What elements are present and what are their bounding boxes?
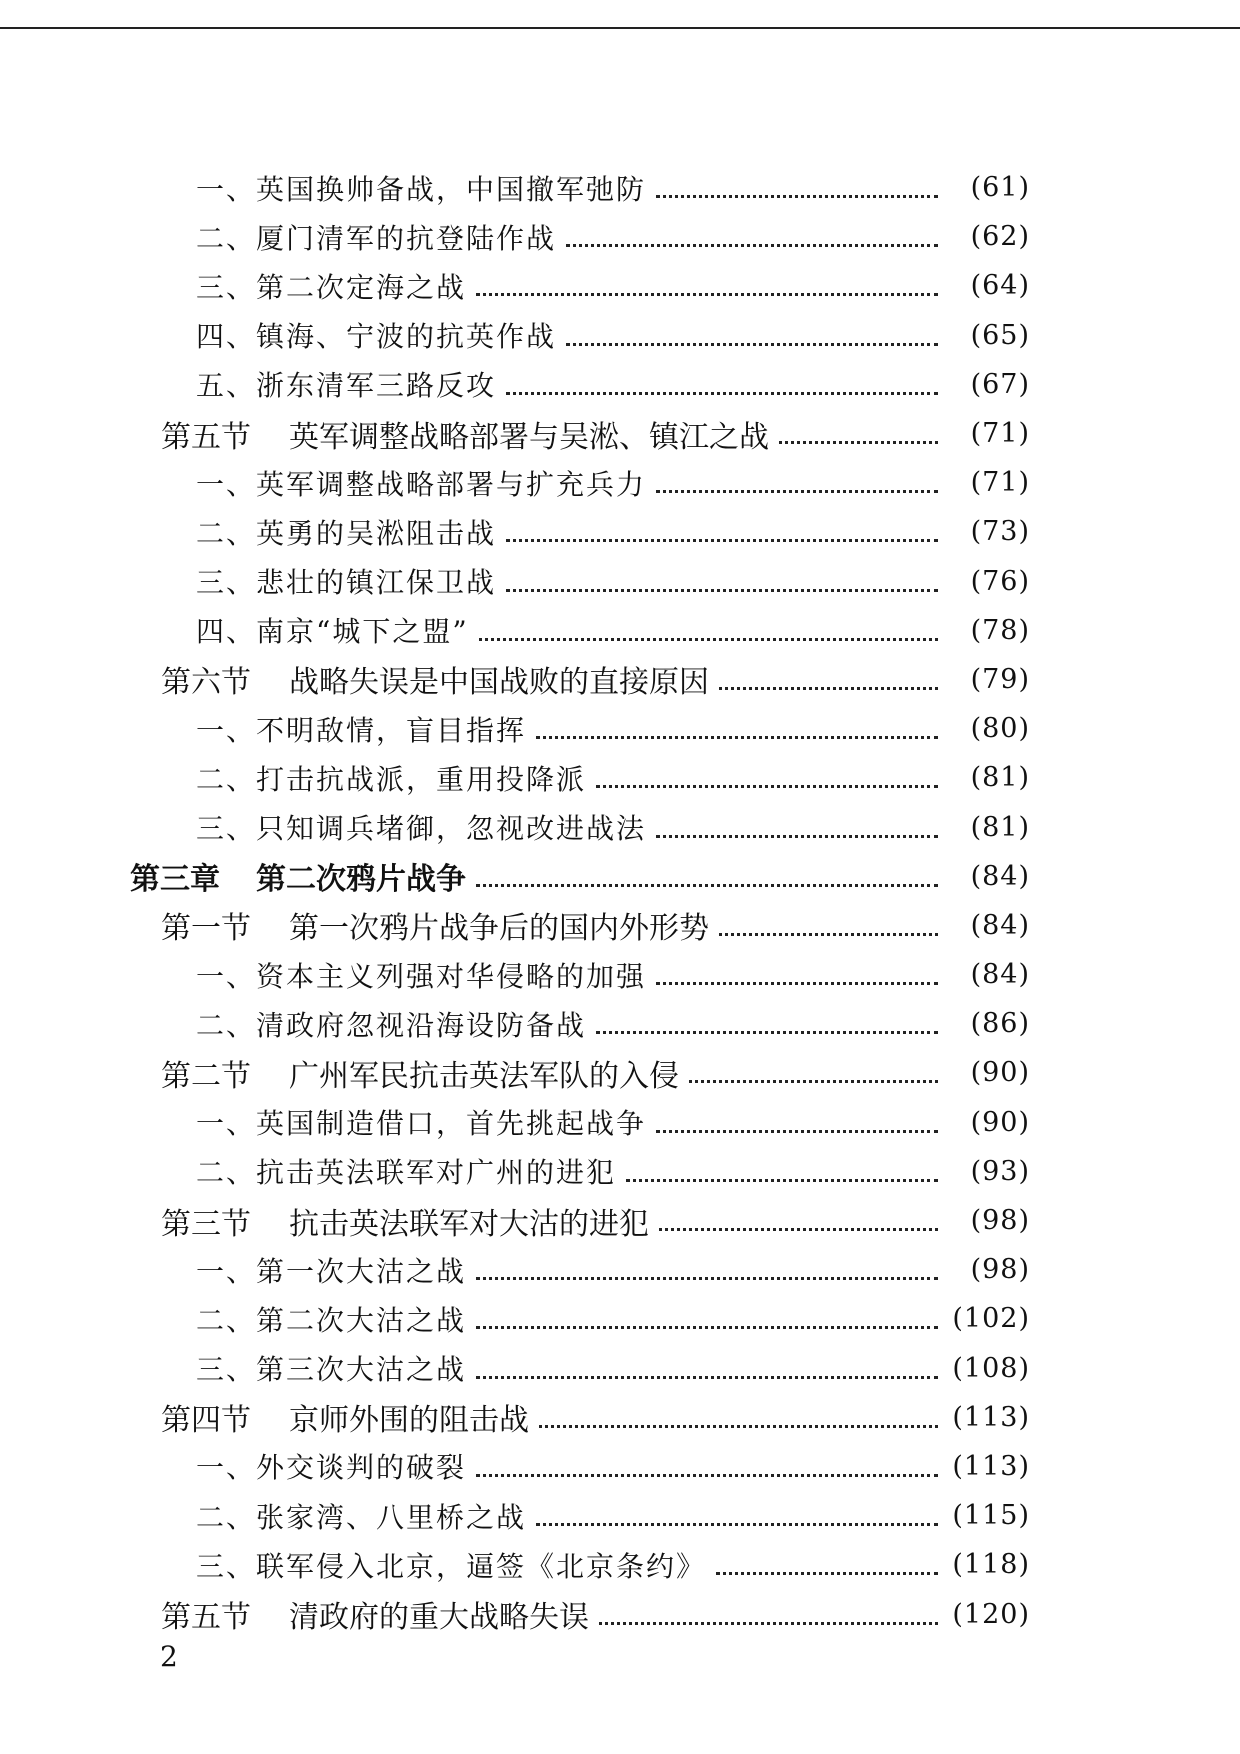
toc-entry-item [0, 1294, 1240, 1343]
dot-leader [596, 1021, 938, 1034]
entry-title: 悲壮的镇江保卫战 [256, 566, 497, 600]
entry-number: 一、 [196, 1107, 257, 1141]
dot-leader [656, 1120, 938, 1133]
entry-number: 三、 [196, 1353, 257, 1387]
entry-number: 一、 [196, 1451, 257, 1485]
entry-title: 外交谈判的破裂 [256, 1451, 467, 1485]
entry-title: 京师外围的阻击战 [289, 1403, 529, 1439]
dot-leader [566, 234, 938, 247]
entry-number: 第四节 [161, 1403, 251, 1439]
toc-entry-item [0, 507, 1240, 556]
entry-number: 一、 [196, 467, 257, 501]
dot-leader [599, 1612, 938, 1625]
entry-page-number: (71) [970, 418, 1030, 450]
entry-page-number: (86) [970, 1008, 1030, 1040]
entry-page-number: (98) [970, 1205, 1030, 1237]
toc-entry-item [0, 704, 1240, 753]
entry-title: 清政府忽视沿海设防备战 [256, 1008, 587, 1042]
toc-entry-section [0, 409, 1240, 458]
entry-title: 浙东清军三路反攻 [256, 369, 497, 403]
entry-number: 三、 [196, 270, 257, 304]
entry-page-number: (81) [970, 811, 1030, 843]
toc-entry-chapter [0, 852, 1240, 901]
entry-number: 二、 [196, 516, 257, 550]
dot-leader [689, 1070, 938, 1083]
entry-number: 一、 [196, 959, 257, 993]
toc-entry-item [0, 360, 1240, 409]
toc-entry-item [0, 753, 1240, 802]
dot-leader [539, 1415, 938, 1428]
entry-page-number: (65) [970, 319, 1030, 351]
entry-page-number: (113) [952, 1401, 1030, 1433]
entry-page-number: (98) [970, 1254, 1030, 1286]
dot-leader [479, 628, 938, 641]
dot-leader [476, 1267, 938, 1280]
entry-title: 只知调兵堵御，忽视改进战法 [256, 812, 647, 846]
dot-leader [506, 529, 938, 542]
toc-entry-item [0, 999, 1240, 1048]
entry-title: 第一次大沽之战 [256, 1254, 467, 1288]
entry-title: 英军调整战略部署与吴淞、镇江之战 [289, 419, 769, 455]
table-of-contents [0, 163, 1240, 1639]
toc-entry-item [0, 1491, 1240, 1540]
entry-page-number: (93) [970, 1155, 1030, 1187]
dot-leader [656, 480, 938, 493]
entry-number: 二、 [196, 1500, 257, 1534]
entry-number: 一、 [196, 1254, 257, 1288]
entry-title: 南京“城下之盟” [256, 615, 469, 649]
top-rule [0, 27, 1240, 29]
entry-number: 第三节 [161, 1206, 251, 1242]
dot-leader [506, 579, 938, 592]
entry-page-number: (80) [970, 713, 1030, 745]
dot-leader [626, 1169, 938, 1182]
dot-leader [536, 726, 938, 739]
page-number: 2 [160, 1640, 178, 1673]
entry-page-number: (78) [970, 614, 1030, 646]
entry-page-number: (73) [970, 516, 1030, 548]
entry-page-number: (102) [952, 1303, 1030, 1335]
entry-title: 英军调整战略部署与扩充兵力 [256, 467, 647, 501]
toc-entry-section [0, 1589, 1240, 1638]
entry-number: 三、 [196, 1549, 257, 1583]
toc-entry-item [0, 212, 1240, 261]
dot-leader [596, 775, 938, 788]
entry-page-number: (90) [970, 1106, 1030, 1138]
entry-page-number: (84) [970, 860, 1030, 892]
dot-leader [716, 1562, 938, 1575]
entry-page-number: (113) [952, 1450, 1030, 1482]
entry-title: 第一次鸦片战争后的国内外形势 [289, 911, 709, 947]
entry-title: 抗击英法联军对广州的进犯 [256, 1156, 617, 1190]
entry-title: 第二次鸦片战争 [256, 862, 466, 898]
entry-number: 五、 [196, 369, 257, 403]
dot-leader [476, 1316, 938, 1329]
dot-leader [536, 1513, 938, 1526]
entry-page-number: (84) [970, 909, 1030, 941]
entry-page-number: (81) [970, 762, 1030, 794]
entry-number: 第三章 [130, 862, 220, 898]
toc-entry-item [0, 1442, 1240, 1491]
entry-title: 资本主义列强对华侵略的加强 [256, 959, 647, 993]
toc-entry-item [0, 311, 1240, 360]
toc-entry-item [0, 950, 1240, 999]
entry-page-number: (118) [952, 1549, 1030, 1581]
entry-page-number: (84) [970, 959, 1030, 991]
entry-page-number: (90) [970, 1057, 1030, 1089]
entry-number: 四、 [196, 615, 257, 649]
entry-title: 厦门清军的抗登陆作战 [256, 221, 557, 255]
toc-entry-item [0, 1245, 1240, 1294]
entry-number: 二、 [196, 1303, 257, 1337]
entry-number: 三、 [196, 566, 257, 600]
entry-number: 第六节 [161, 665, 251, 701]
entry-page-number: (120) [952, 1598, 1030, 1630]
entry-title: 抗击英法联军对大沽的进犯 [289, 1206, 649, 1242]
entry-title: 英勇的吴淞阻击战 [256, 516, 497, 550]
dot-leader [719, 923, 938, 936]
dot-leader [506, 382, 938, 395]
dot-leader [656, 972, 938, 985]
dot-leader [476, 1464, 938, 1477]
entry-title: 镇海、宁波的抗英作战 [256, 320, 557, 354]
entry-number: 四、 [196, 320, 257, 354]
entry-number: 三、 [196, 812, 257, 846]
toc-entry-item [0, 557, 1240, 606]
entry-page-number: (71) [970, 467, 1030, 499]
entry-number: 二、 [196, 1008, 257, 1042]
entry-title: 联军侵入北京，逼签《北京条约》 [256, 1549, 707, 1583]
entry-page-number: (108) [952, 1352, 1030, 1384]
entry-page-number: (64) [970, 270, 1030, 302]
entry-title: 打击抗战派，重用投降派 [256, 762, 587, 796]
toc-entry-section [0, 1196, 1240, 1245]
toc-entry-item [0, 163, 1240, 212]
entry-number: 二、 [196, 221, 257, 255]
toc-entry-section [0, 901, 1240, 950]
toc-entry-item [0, 802, 1240, 851]
dot-leader [476, 283, 938, 296]
toc-entry-item [0, 458, 1240, 507]
entry-title: 张家湾、八里桥之战 [256, 1500, 527, 1534]
dot-leader [659, 1218, 938, 1231]
entry-page-number: (79) [970, 663, 1030, 695]
dot-leader [656, 185, 938, 198]
toc-entry-item [0, 261, 1240, 310]
entry-number: 一、 [196, 172, 257, 206]
entry-page-number: (115) [952, 1500, 1030, 1532]
dot-leader [476, 874, 938, 887]
dot-leader [476, 1366, 938, 1379]
entry-title: 英国制造借口，首先挑起战争 [256, 1107, 647, 1141]
toc-entry-section [0, 655, 1240, 704]
toc-entry-section [0, 1393, 1240, 1442]
entry-title: 广州军民抗击英法军队的入侵 [289, 1058, 679, 1094]
entry-title: 第三次大沽之战 [256, 1353, 467, 1387]
entry-page-number: (62) [970, 221, 1030, 253]
entry-title: 第二次大沽之战 [256, 1303, 467, 1337]
entry-number: 第二节 [161, 1058, 251, 1094]
entry-title: 英国换帅备战，中国撤军弛防 [256, 172, 647, 206]
toc-entry-section [0, 1048, 1240, 1097]
entry-title: 不明敌情，盲目指挥 [256, 713, 527, 747]
entry-number: 一、 [196, 713, 257, 747]
dot-leader [656, 825, 938, 838]
toc-entry-item [0, 1344, 1240, 1393]
entry-page-number: (76) [970, 565, 1030, 597]
entry-page-number: (67) [970, 368, 1030, 400]
entry-number: 第一节 [161, 911, 251, 947]
entry-number: 二、 [196, 762, 257, 796]
entry-title: 战略失误是中国战败的直接原因 [289, 665, 709, 701]
toc-entry-item [0, 1147, 1240, 1196]
entry-page-number: (61) [970, 172, 1030, 204]
entry-title: 清政府的重大战略失误 [289, 1600, 589, 1636]
dot-leader [566, 333, 938, 346]
entry-number: 第五节 [161, 1600, 251, 1636]
toc-entry-item [0, 606, 1240, 655]
toc-entry-item [0, 1540, 1240, 1589]
entry-number: 第五节 [161, 419, 251, 455]
entry-number: 二、 [196, 1156, 257, 1190]
dot-leader [719, 677, 938, 690]
toc-entry-item [0, 1098, 1240, 1147]
dot-leader [779, 431, 938, 444]
entry-title: 第二次定海之战 [256, 270, 467, 304]
